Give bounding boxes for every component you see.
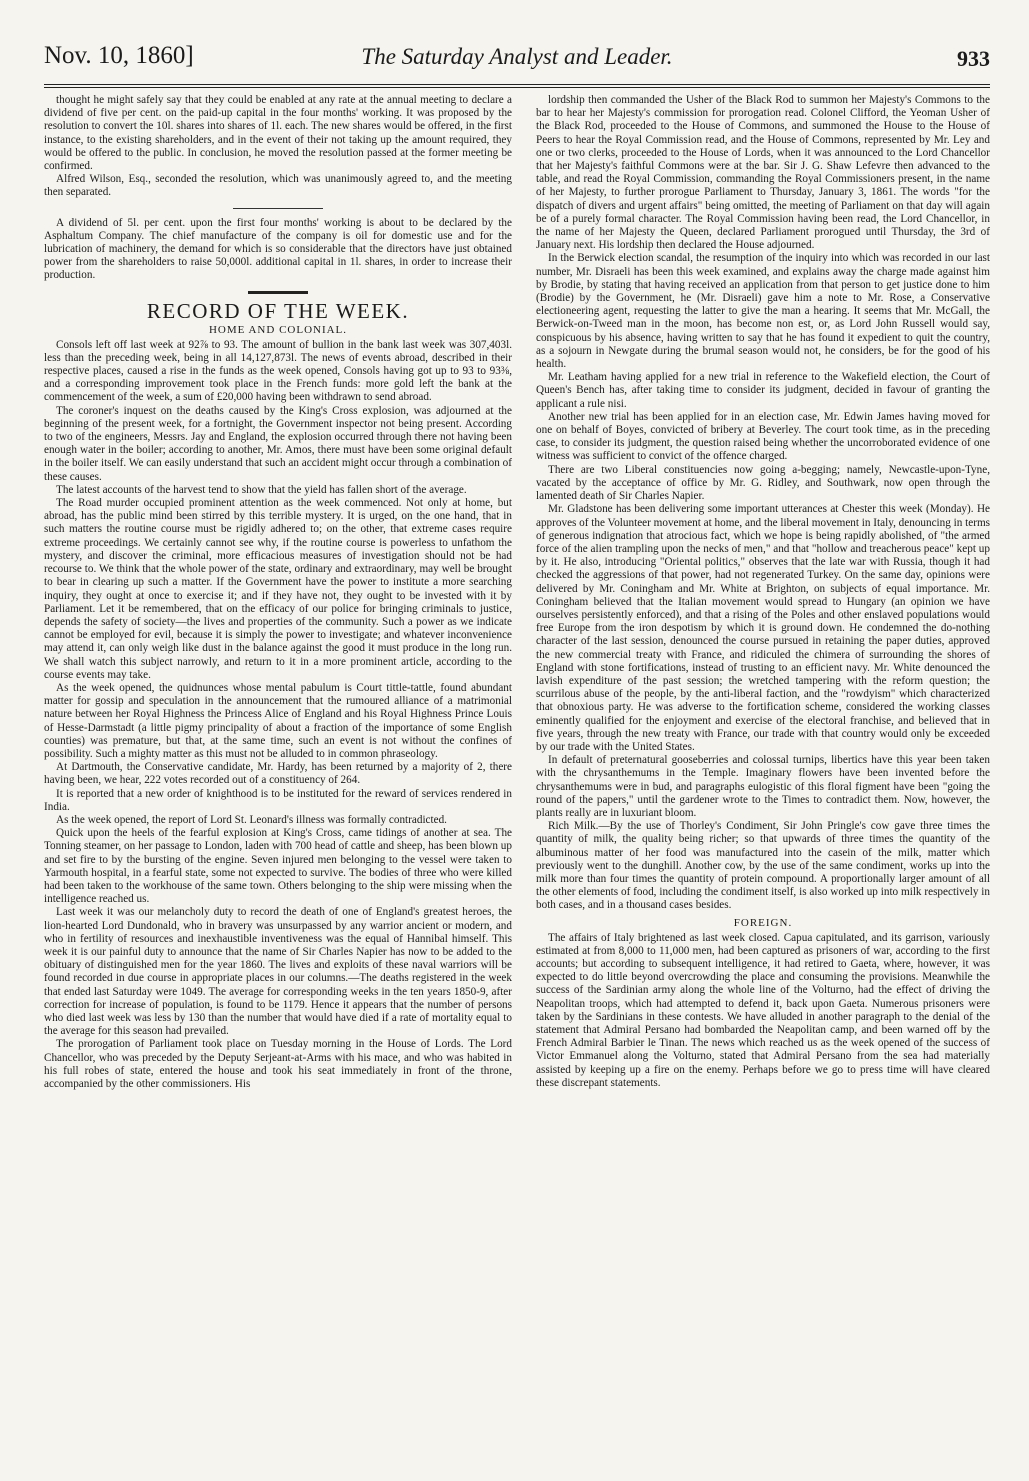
paragraph: There are two Liberal constituencies now going a-begging; namely, Newcastle-upon-Tyne, vacated by the acceptance of office by Mr. G. Ridley, and Southwark, now open through the lamented death of Sir Charles Napier. <box>536 463 990 503</box>
left-column <box>44 94 512 1466</box>
paragraph: Mr. Gladstone has been delivering some important utterances at Chester this week (Monday). He approves of the Volunteer movement at home, and the liberal movement in Italy, denouncing in terms of generous indignation that atrocious fact, which we hope is being rapidly abolished, of "the armed force of the alien trampling upon the necks of men," and that "hollow and treacherous peace" kept up by it. He also, introducing "Oriental politics," observes that the late war with Russia, though it had checked the aggressions of that power, had not regenerated Turkey. On the same day, opinions were delivered by Mr. Coningham and Mr. White at Brighton, on subjects of equal importance. Mr. Coningham believed that the Italian movement would spread to Hungary (an opinion we have ourselves persistently enforced), and that a rising of the Poles and other enslaved populations would free Europe from the iron despotism by which it is ground down. He condemned the do-nothing character of the last session, denounced the course pursued in retaining the paper duties, approved the new commercial treaty with France, and ridiculed the chimera of surrounding the shores of England with stone fortifications, instead of trusting to an efficient navy. Mr. White denounced the lavish expenditure of the past session; the wretched tampering with the reform question; the scurrilous abuse of the people, by the anti-liberal faction, and the "rowdyism" which characterized that obnoxious party. He was adverse to the fortification scheme, considered the working classes eminently qualified for the enjoyment and exercise of the electoral franchise, and believed that in five years, through the new treaty with France, our trade with that country would only be exceeded by our trade with the United States. <box>536 503 990 753</box>
paragraph: In default of preternatural gooseberries and colossal turnips, libertics have this year been taken with the chrysanthemums in the Temple. Imaginary flowers have been invented before the chrysanthemums were in bud, and paragraphs eulogistic of this floral figment have been "going the round of the papers," until the gardener wrote to the Times to contradict them. Now, however, the plants really are in luxuriant bloom. <box>536 754 990 819</box>
paragraph: As the week opened, the quidnunces whose mental pabulum is Court tittle-tattle, found abundant matter for gossip and speculation in the announcement that the rumoured alliance of a matrimonial nature between her Royal Highness the Princess Alice of England and his Royal Highness Prince Louis of Hesse-Darmstadt (a little pigmy principality of about a fraction of the importance of some English counties) was premature, but that, at the same time, such an event is not without the confines of possibility. Such a mighty matter as this must not be alluded to in common phraseology. <box>44 681 512 760</box>
paragraph: Consols left off last week at 92⅞ to 93. The amount of bullion in the bank last week was 307,403l. less than the preceding week, being in all 14,127,873l. The news of events abroad, described in their respective places, caused a rise in the funds as the week opened, Consols having got up to 93 to 93⅜, and a corresponding improvement took place in the French funds: more gold left the bank at the commencement of the week, a sum of £20,000 having been withdrawn to send abroad. <box>44 338 512 404</box>
header-rule-double <box>44 87 990 88</box>
paragraph: Another new trial has been applied for in an election case, Mr. Edwin James having moved for one on behalf of Boyes, convicted of bribery at Beverley. The court took time, as in the preceding case, to consider its judgment, the question raised being whether the uncorroborated evidence of one witness was sufficient to convict of the offence charged. <box>536 410 990 463</box>
paragraph: thought he might safely say that they could be enabled at any rate at the annual meeting to declare a dividend of five per cent. on the paid-up capital in the four months' working. It was proposed by the resolution to convert the 10l. shares into shares of 1l. each. The new shares would be offered, in the first instance, to the existing shareholders, and in the event of their not taking up the amount required, they would be offered to the public. In conclusion, he moved the resolution passed at the former meeting be confirmed. <box>44 94 512 173</box>
paragraph: The latest accounts of the harvest tend to show that the yield has fallen short of the average. <box>56 483 467 496</box>
paragraph: Last week it was our melancholy duty to record the death of one of England's greatest heroes, the lion-hearted Lord Dundonald, who in bravery was unsurpassed by any warrior ancient or modern, and who in fertility of resources and inexhaustible inventiveness was the equal of Hannibal himself. This week it is our painful duty to announce that the name of Sir Charles Napier has now to be added to the obituary of distinguished men for the year 1860. The lives and exploits of these naval warriors will be found recorded in due course in appropriate places in our columns.—The deaths registered in the week that ended last Saturday were 1049. The average for corresponding weeks in the ten years 1850-9, after correction for increase of population, is found to be 1179. Hence it appears that the number of persons who died last week was less by 130 than the number that would have died if a rate of mortality equal to the average for this season had prevailed. <box>44 906 512 1038</box>
paragraph: The prorogation of Parliament took place on Tuesday morning in the House of Lords. The Lord Chancellor, who was preceded by the Deputy Serjeant-at-Arms with his mace, and who was habited in his full robes of state, entered the house and took his seat immediately in front of the throne, accompanied by the other commissioners. His <box>44 1038 512 1091</box>
paragraph: Alfred Wilson, Esq., seconded the resolution, which was unanimously agreed to, and the meeting then separated. <box>44 173 512 199</box>
publication-title: The Saturday Analyst and Leader. <box>361 44 673 69</box>
paragraph: lordship then commanded the Usher of the Black Rod to summon her Majesty's Commons to the bar to hear her Majesty's commission for prorogation read. Colonel Clifford, the Yeoman Usher of the Black Rod, proceeded to the House of Commons, and summoned the House to the House of Peers to hear the Royal Commission read, and the House of Commons, represented by Mr. Ley and one or two clerks, proceeded to the House of Lords, when it was announced to the Lord Chancellor that her Majesty's faithful Commons were at the bar. Sir J. G. Shaw Lefevre then advanced to the table, and read the Royal Commission, commanding the Royal Commissioners present, in the name of her Majesty, to further prorogue Parliament to Thursday, January 3, 1861. The words "for the dispatch of divers and urgent affairs" being omitted, the meeting of Parliament on that day will again be of a purely formal character. The Royal Commission having been read, the Lord Chancellor, in the name of her Majesty the Queen, declared Parliament prorogued until Thursday, the 3rd of January next. His lordship then declared the House adjourned. <box>536 94 990 252</box>
paragraph: Quick upon the heels of the fearful explosion at King's Cross, came tidings of another at sea. The Tonning steamer, on her passage to London, laden with 700 head of cattle and sheep, has been blown up and set fire to by the bursting of the engine. Seven injured men belonging to the vessel were taken to Yarmouth hospital, in a fearful state, some not expected to survive. The bodies of three who were killed had been taken to the workhouse of the same town. Others belonging to the ship were missing when the intelligence reached us. <box>44 827 512 906</box>
paragraph: As the week opened, the report of Lord St. Leonard's illness was formally contradicted. <box>56 813 447 826</box>
separator-rule <box>233 208 323 209</box>
page-header <box>44 42 990 82</box>
paragraph: The Road murder occupied prominent attention as the week commenced. Not only at home, but abroad, has the public mind been stirred by this terrible mystery. It is urged, on the one hand, that in such matters the routine course must be rigidly adhered to; on the other, that extreme cases require extreme proceedings. We certainly cannot see why, if the routine course is powerless to unfathom the mystery, and discover the criminal, more efficacious measures of investigation should not be had recourse to. We think that the whole power of the state, ordinary and extraordinary, may well be brought to bear in clearing up such a matter. If the Government have the power to institute a more searching inquiry, they ought at once to exercise it; and if they have not, they ought to be invested with it by Parliament. Let it be remembered, that on the efficacy of our police for bringing criminals to justice, depends the safety of society—the lives and properties of the community. Such a power as we indicate cannot be employed for evil, because it is simply the power to investigate; and whatever inconvenience may attend it, can only weigh like dust in the balance against the good it must produce in the long run. We shall watch this subject narrowly, and return to it in a more prominent article, according to the course events may take. <box>44 497 512 681</box>
paragraph: The coroner's inquest on the deaths caused by the King's Cross explosion, was adjourned at the beginning of the present week, for a fortnight, the Government inspector not being present. According to two of the engineers, Messrs. Jay and England, the explosion occurred through there not having been enough water in the boiler; according to another, Mr. Amos, there must have been some original default in the boiler itself. We can easily understand that such an accident might occur through a combination of these causes. <box>44 404 512 483</box>
section-rule <box>248 291 308 294</box>
paragraph: Mr. Leatham having applied for a new trial in reference to the Wakefield election, the Court of Queen's Bench has, after taking time to consider its judgment, decided in favour of granting the applicant a rule nisi. <box>536 371 990 410</box>
section-heading: RECORD OF THE WEEK. <box>146 298 410 323</box>
right-column <box>536 94 990 1466</box>
section-subheading: HOME AND COLONIAL. <box>208 323 348 336</box>
issue-date: Nov. 10, 1860] <box>44 42 194 69</box>
section-subheading: FOREIGN. <box>733 916 793 929</box>
page-number: 933 <box>957 46 990 71</box>
header-rule <box>44 84 990 85</box>
paragraph: The affairs of Italy brightened as last week closed. Capua capitulated, and its garrison, variously estimated at from 8,000 to 11,000 men, had been captured as prisoners of war, according to the first accounts; but according to subsequent intelligence, it had retired to Gaeta, where, however, it was expected to do little beyond overcrowding the place and consuming the provisions. Meanwhile the success of the Sardinian army along the whole line of the Volturno, had the effect of driving the Neapolitan troops, which had attempted to defend it, back upon Gaeta. Numerous prisoners were taken by the Sardinians in these contests. We have alluded in another paragraph to the denial of the statement that Admiral Persano had bombarded the Neapolitan camp, and been warned off by the French Admiral Barbier le Tinan. The news which reached us as the week opened of the success of Victor Emmanuel along the Volturno, stated that Admiral Persano from the sea had materially assisted by keeping up a fire on the enemy. Perhaps before we go to press time will have cleared these discrepant statements. <box>536 931 990 1089</box>
paragraph: In the Berwick election scandal, the resumption of the inquiry into which was recorded in our last number, Mr. Disraeli has been this week examined, and explains away the charge made against him by Brodie, by stating that having received an application from that person to get justice done to him (Brodie) by the Government, he (Mr. Disraeli) gave him a note to Mr. Rose, a Conservative electioneering agent, requesting the latter to give the man a hearing. It seems that Mr. McGall, the Berwick-on-Tweed man in the moon, has become non est, or, as Lord John Russell would say, conspicuous by his absence, having written to say that he has found it expedient to quit the country, as a sojourn in Newgate during the brumal season would not, he considers, be for the good of his health. <box>536 252 990 371</box>
paragraph: At Dartmouth, the Conservative candidate, Mr. Hardy, has been returned by a majority of 2, there having been, we hear, 222 votes recorded out of a constituency of 264. <box>44 761 512 787</box>
paragraph: It is reported that a new order of knighthood is to be instituted for the reward of services rendered in India. <box>44 787 512 813</box>
paragraph: Rich Milk.—By the use of Thorley's Condiment, Sir John Pringle's cow gave three times the quantity of milk, the quality being richer; so that upwards of three times the quantity of the albuminous matter of her food was manufactured into the casein of the milk, matter which previously went to the dunghill. Another cow, by the use of the same condiment, works up into the milk more than four times the quantity of protein compound. A proportionally larger amount of all the other elements of food, including the condiment itself, is also worked up into milk respectively in both cases, and in a thousand cases besides. <box>536 820 990 912</box>
paragraph: A dividend of 5l. per cent. upon the first four months' working is about to be declared by the Asphaltum Company. The chief manufacture of the company is oil for domestic use and for the lubrication of machinery, the demand for which is so considerable that the directors have just obtained power from the shareholders to raise 50,000l. additional capital in 1l. shares, in order to increase their production. <box>44 216 512 282</box>
